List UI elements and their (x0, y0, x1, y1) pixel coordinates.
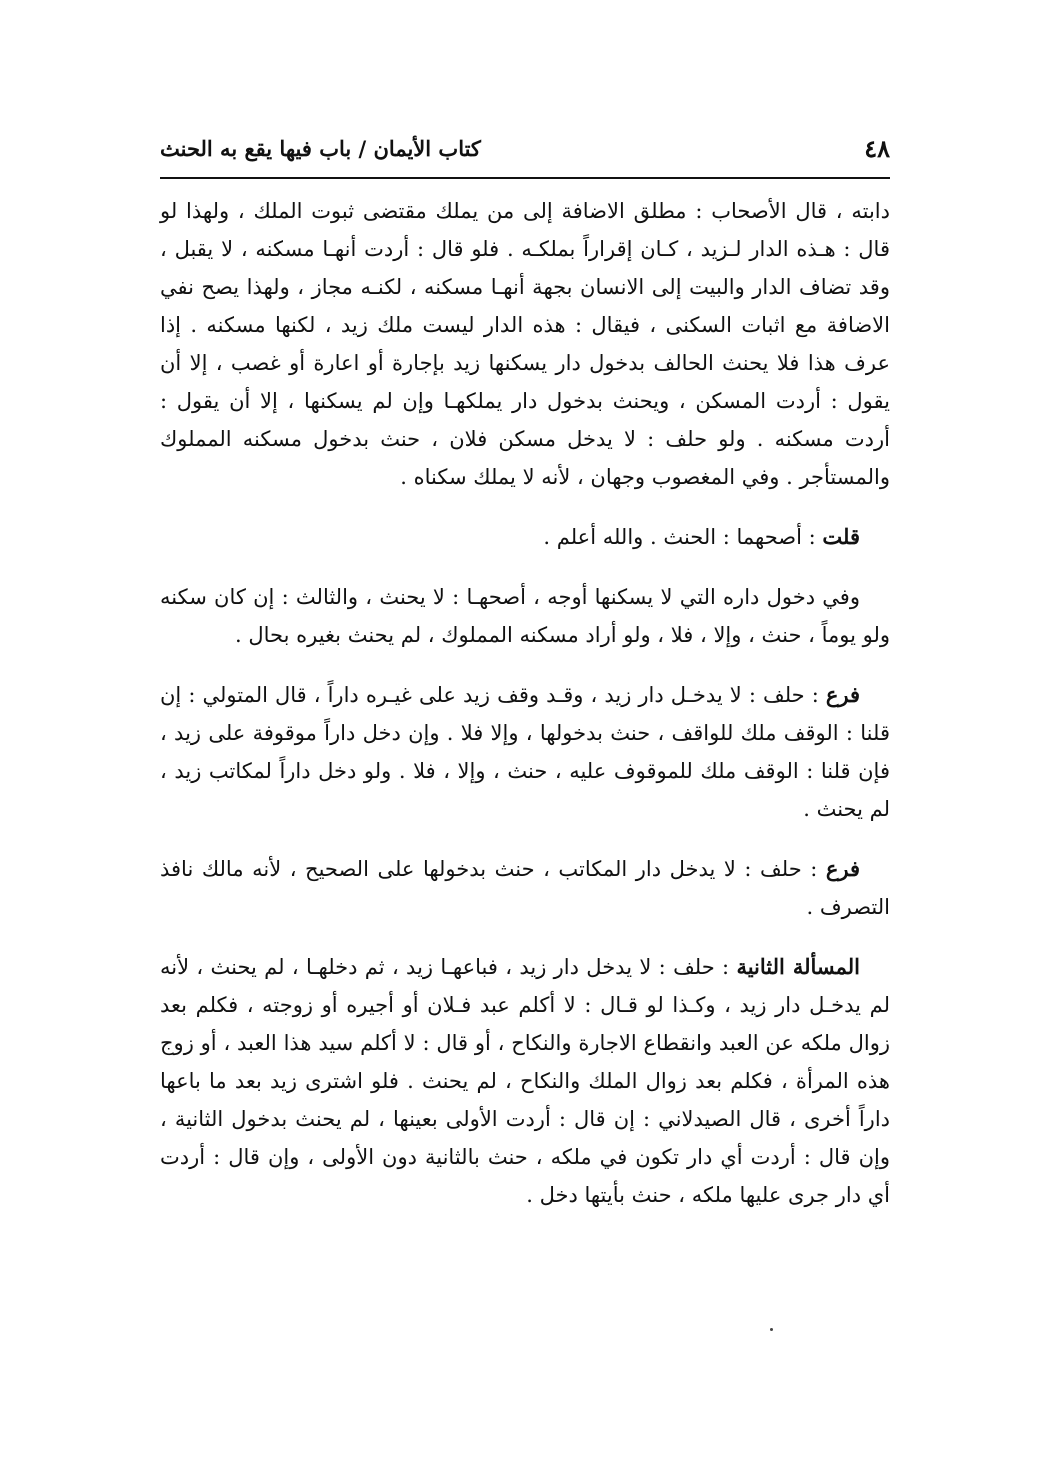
paragraph-text: : حلف : لا يدخل دار المكاتب ، حنث بدخولها على الصحيح ، لأنه مالك نافذ التصرف . (160, 857, 890, 919)
running-title: كتاب الأيمان / باب فيها يقع به الحنث (160, 136, 481, 161)
page-body (160, 192, 890, 1236)
paragraph (160, 192, 890, 496)
paragraph (160, 676, 890, 828)
scan-speck (770, 1328, 773, 1331)
paragraph-text: : حلف : لا يدخـل دار زيد ، وقـد وقف زيد على غيـره داراً ، قال المتولي : إن قلنا : الوقف ملك للواقف ، حنث بدخولها ، وإلا فلا . وإن دخل داراً موقوفة على زيد ، فإن قلنا : الوقف ملك للموقوف عليه ، حنث ، وإلا ، فلا . ولو دخل داراً لمكاتب زيد ، لم يحنث . (160, 683, 890, 821)
paragraph-text: : حلف : لا يدخل دار زيد ، فباعهـا زيد ، ثم دخلهـا ، لم يحنث ، لأنه لم يدخـل دار زيد ، وكـذا لو قـال : لا أكلم عبد فـلان أو أجيره أو زوجته ، فكلم بعد زوال ملكه عن العبد وانقطاع الاجارة والنكاح ، أو قال : لا أكلم سيد هذا العبد ، أو زوج هذه المرأة ، فكلم بعد زوال الملك والنكاح ، لم يحنث . فلو اشترى زيد بعد ما باعها داراً أخرى ، قال الصيدلاني : إن قال : أردت الأولى بعينها ، لم يحنث بدخول الثانية ، وإن قال : أردت أي دار تكون في ملكه ، حنث بالثانية دون الأولى ، وإن قال : أردت أي دار جرى عليها ملكه ، حنث بأيتها دخل . (160, 955, 890, 1207)
paragraph (160, 948, 890, 1214)
paragraph-lead: قلت (822, 524, 860, 549)
header-divider (160, 177, 890, 179)
paragraph (160, 578, 890, 654)
paragraph-lead: فرع (825, 682, 860, 707)
paragraph-text: : أصحهما : الحنث . والله أعلم . (543, 525, 823, 549)
page-header (160, 128, 890, 172)
paragraph-text: وفي دخول داره التي لا يسكنها أوجه ، أصحهـا : لا يحنث ، والثالث : إن كان سكنه ولو يوماً ، حنث ، وإلا ، فلا ، ولو أراد مسكنه المملوك ، لم يحنث بغيره بحال . (160, 585, 890, 647)
paragraph-lead: فرع (825, 856, 860, 881)
paragraph (160, 518, 890, 556)
paragraph-text: دابته ، قال الأصحاب : مطلق الاضافة إلى من يملك مقتضى ثبوت الملك ، ولهذا لو قال : هـذه الدار لـزيد ، كـان إقراراً بملكـه . فلو قال : أردت أنهـا مسكنه ، لا يقبل ، وقد تضاف الدار والبيت إلى الانسان بجهة أنهـا مسكنه ، لكنـه مجاز ، ولهذا يصح نفي الاضافة مع اثبات السكنى ، فيقال : هذه الدار ليست ملك زيد ، لكنها مسكنه . إذا عرف هذا فلا يحنث الحالف بدخول دار يسكنها زيد بإجارة أو اعارة أو غصب ، إلا أن يقول : أردت المسكن ، ويحنث بدخول دار يملكهـا وإن لم يسكنها ، إلا أن يقول : أردت مسكنه . ولو حلف : لا يدخل مسكن فلان ، حنث بدخول مسكنه المملوك والمستأجر . وفي المغصوب وجهان ، لأنه لا يملك سكناه . (160, 199, 890, 489)
paragraph (160, 850, 890, 926)
page-number: ٤٨ (864, 134, 890, 163)
paragraph-lead: المسألة الثانية (736, 954, 860, 979)
